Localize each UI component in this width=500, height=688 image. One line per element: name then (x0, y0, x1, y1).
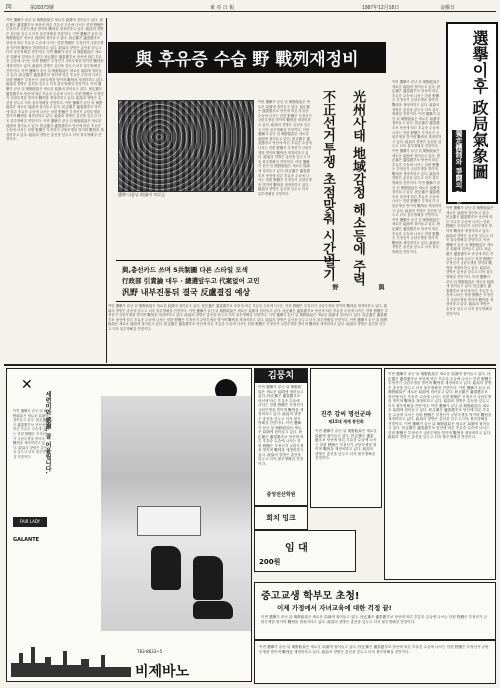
classified-ads (384, 368, 496, 580)
crowd-photo (118, 100, 254, 192)
masthead: 東 亞 日 報 (210, 5, 235, 11)
issue-date: 1987年12月18日 (362, 5, 400, 11)
vertical-tag-ruling: 與 (377, 284, 384, 290)
far-right-body-column: 이번 選擧가 끝난 뒤 與野政局은 새로운 局面에 접어들고 있다. 民正黨은 盧泰愚후보 당선에 따른 후유증 수습에 나서는 한편 野圈은 부정선거 규탄투쟁을 벌이며 戰列을 재정비하고 있다. 政局의 향방은 총선을 앞두고 더욱 불투명해질 전망이다. 이번 選擧가 끝난 뒤 與野政局은 새로운 局面에 접어들고 있다. 民正黨은 盧泰愚후보 당선에 따른 후유증 수습에 나서는 한편 野圈은 부정선거 규탄투쟁을 벌이며 戰列을 재정비하고 있다. 政局의 향방은 총선을 앞두고 더욱 불투명해질 전망이다. 이번 選擧가 끝난 뒤 與野政局은 새로운 局面에 접어들고 있다. 民正黨은 盧泰愚후보 당선에 따른 후유증 수습에 나서는 한편 野圈은 부정선거 규탄투쟁을 벌이며 戰列을 재정비하고 있다. 政局의 향방은 총선을 앞두고 더욱 불투명해질 전망이다. (446, 206, 494, 316)
academy-listing: 이번 選擧가 끝난 뒤 與野政局은 새로운 局面에 접어들고 있다. 民正黨은 盧泰愚후보 당선에 따른 후유증 수습에 나서는 한편 野圈은 부정선거 규탄투쟁을 벌이며 戰列을 재정비하고 있다. 政局의 향방은 총선을 앞두고 더욱 불투명해질 전망이다. 이번 選擧가 끝난 뒤 與野政局은 새로운 局面에 접어들고 있다. 民正黨은 盧泰愚후보 당선에 따른 후유증 수습에 나서는 한편 野圈은 부정선거 규탄투쟁을 벌이며 戰列을 재정비하고 있다. 政局의 향방은 총선을 앞두고 더욱 불투명해질 전망이다. (258, 385, 304, 466)
center-body-column: 이번 選擧가 끝난 뒤 與野政局은 새로운 局面에 접어들고 있다. 民正黨은 盧泰愚후보 당선에 따른 후유증 수습에 나서는 한편 野圈은 부정선거 규탄투쟁을 벌이며 戰列을 재정비하고 있다. 政局의 향방은 총선을 앞두고 더욱 불투명해질 전망이다. 이번 選擧가 끝난 뒤 與野政局은 새로운 局面에 접어들고 있다. 民正黨은 盧泰愚후보 당선에 따른 후유증 수습에 나서는 한편 野圈은 부정선거 규탄투쟁을 벌이며 戰列을 재정비하고 있다. 政局의 향방은 총선을 앞두고 더욱 불투명해질 전망이다. 이번 選擧가 끝난 뒤 與野政局은 새로운 局面에 접어들고 있다. 民正黨은 盧泰愚후보 당선에 따른 후유증 수습에 나서는 한편 野圈은 부정선거 규탄투쟁을 벌이며 戰列을 재정비하고 있다. 政局의 향방은 총선을 앞두고 더욱 불투명해질 전망이다. (258, 100, 312, 196)
vertical-head-gwangju: 光州사태 地域감정 해소등에 주력 (350, 90, 365, 286)
clan-notice (310, 368, 382, 508)
subheadline-box (116, 260, 340, 302)
right-sub-headline: 獨走體制와 爭鬪의 對立 (452, 130, 466, 192)
right-body-column: 이번 選擧가 끝난 뒤 與野政局은 새로운 局面에 접어들고 있다. 民正黨은 盧泰愚후보 당선에 따른 후유증 수습에 나서는 한편 野圈은 부정선거 규탄투쟁을 벌이며 戰列을 재정비하고 있다. 政局의 향방은 총선을 앞두고 더욱 불투명해질 전망이다. 이번 選擧가 끝난 뒤 與野政局은 새로운 局面에 접어들고 있다. 民正黨은 盧泰愚후보 당선에 따른 후유증 수습에 나서는 한편 野圈은 부정선거 규탄투쟁을 벌이며 戰列을 재정비하고 있다. 政局의 향방은 총선을 앞두고 더욱 불투명해질 전망이다. 이번 選擧가 끝난 뒤 與野政局은 새로운 局面에 접어들고 있다. 民正黨은 盧泰愚후보 당선에 따른 후유증 수습에 나서는 한편 野圈은 부정선거 규탄투쟁을 벌이며 戰列을 재정비하고 있다. 政局의 향방은 총선을 앞두고 더욱 불투명해질 전망이다. 이번 選擧가 끝난 뒤 與野政局은 새로운 局面에 접어들고 있다. 民正黨은 盧泰愚후보 당선에 따른 후유증 수습에 나서는 한편 野圈은 부정선거 규탄투쟁을 벌이며 戰列을 재정비하고 있다. 政局의 향방은 총선을 앞두고 더욱 불투명해질 전망이다. 이번 選擧가 끝난 뒤 與野政局은 새로운 局面에 접어들고 있다. 民正黨은 盧泰愚후보 당선에 따른 후유증 수습에 나서는 한편 野圈은 부정선거 규탄투쟁을 벌이며 戰列을 재정비하고 있다. 政局의 향방은 총선을 앞두고 더욱 불투명해질 전망이다. (392, 80, 442, 254)
page-number: [5] (6, 4, 12, 10)
clan-listing: 이번 選擧가 끝난 뒤 與野政局은 새로운 局面에 접어들고 있다. 民正黨은 盧泰愚후보 당선에 따른 후유증 수습에 나서는 한편 野圈은 부정선거 규탄투쟁을 벌이며 戰列을 재정비하고 있다. 政局의 향방은 총선을 앞두고 더욱 불투명해질 전망이다. (315, 429, 377, 460)
photo-caption: 選擧 다음날 街頭의 市民들 (118, 192, 166, 197)
weekday: 金曜日 (440, 5, 456, 11)
ribbon-icon: ✕ (21, 377, 33, 393)
tutor-title: 중고교생 학부모 초청! (261, 591, 360, 602)
fashion-copy: 이번 選擧가 끝난 뒤 與野政局은 새로운 局面에 접어들고 있다. 民正黨은 盧泰愚후보 당선에 따른 후유증 수습에 나서는 한편 野圈은 부정선거 규탄투쟁을 벌이며 戰列을 재정비하고 있다. 政局의 향방은 총선을 앞두고 더욱 불투명해질 전망이다. (13, 409, 49, 459)
vertical-head-fraud: 不正선거투쟁 초점맞춰 시간벌기 (320, 90, 335, 282)
lease-price: 200원 (259, 558, 281, 566)
subhead-3: 汎野 내부진통뒤 결국 反盧결집 예상 (122, 288, 251, 297)
clan-subtitle: 제15대 세계 종친회 (328, 419, 364, 424)
fish-title: 회치 밍크 (266, 514, 296, 522)
fashion-ad (6, 368, 252, 682)
jobs-ad (254, 640, 496, 684)
city-skyline-icon (11, 639, 131, 677)
vertical-tag-opposition: 野 (331, 284, 338, 290)
lease-title: 임 대 (285, 543, 308, 554)
right-boot (193, 556, 223, 600)
handbag (137, 506, 201, 536)
subhead-1: 與,총선카드 쓰며 5共制圖 다른 스타일 모색 (122, 266, 248, 274)
lease-ad (254, 530, 356, 572)
banner-headline: 與 후유증 수습 野 戰列재정비 (108, 42, 386, 73)
vigevano-logo: 비제바노 (135, 664, 190, 680)
academy-subtitle: 중앙전산학원 (266, 492, 296, 498)
tutor-subtitle: 이제 가정에서 자녀교육에 대한 걱정 끝! (277, 604, 392, 612)
jobs-listing: 이번 選擧가 끝난 뒤 與野政局은 새로운 局面에 접어들고 있다. 民正黨은 盧泰愚후보 당선에 따른 후유증 수습에 나서는 한편 野圈은 부정선거 규탄투쟁을 벌이며 戰列을 재정비하고 있다. 政局의 향방은 총선을 앞두고 더욱 불투명해질 전망이다. (259, 645, 489, 654)
right-main-headline: 選擧이후 政局氣象圖 (470, 30, 489, 180)
folio-rule (4, 11, 496, 12)
column-rule (106, 18, 107, 363)
academy-ad (254, 368, 308, 506)
left-boot (151, 546, 181, 590)
left-body-column: 이번 選擧가 끝난 뒤 與野政局은 새로운 局面에 접어들고 있다. 民正黨은 盧泰愚후보 당선에 따른 후유증 수습에 나서는 한편 野圈은 부정선거 규탄투쟁을 벌이며 戰列을 재정비하고 있다. 政局의 향방은 총선을 앞두고 더욱 불투명해질 전망이다. 이번 選擧가 끝난 뒤 與野政局은 새로운 局面에 접어들고 있다. 民正黨은 盧泰愚후보 당선에 따른 후유증 수습에 나서는 한편 野圈은 부정선거 규탄투쟁을 벌이며 戰列을 재정비하고 있다. 政局의 향방은 총선을 앞두고 더욱 불투명해질 전망이다. 이번 選擧가 끝난 뒤 與野政局은 새로운 局面에 접어들고 있다. 民正黨은 盧泰愚후보 당선에 따른 후유증 수습에 나서는 한편 野圈은 부정선거 규탄투쟁을 벌이며 戰列을 재정비하고 있다. 政局의 향방은 총선을 앞두고 더욱 불투명해질 전망이다. 이번 選擧가 끝난 뒤 與野政局은 새로운 局面에 접어들고 있다. 民正黨은 盧泰愚후보 당선에 따른 후유증 수습에 나서는 한편 野圈은 부정선거 규탄투쟁을 벌이며 戰列을 재정비하고 있다. 政局의 향방은 총선을 앞두고 더욱 불투명해질 전망이다. 이번 選擧가 끝난 뒤 與野政局은 새로운 局面에 접어들고 있다. 民正黨은 盧泰愚후보 당선에 따른 후유증 수습에 나서는 한편 野圈은 부정선거 규탄투쟁을 벌이며 戰列을 재정비하고 있다. 政局의 향방은 총선을 앞두고 더욱 불투명해질 전망이다. 이번 選擧가 끝난 뒤 與野政局은 새로운 局面에 접어들고 있다. 民正黨은 盧泰愚후보 당선에 따른 후유증 수습에 나서는 한편 野圈은 부정선거 규탄투쟁을 벌이며 戰列을 재정비하고 있다. 政局의 향방은 총선을 앞두고 더욱 불투명해질 전망이다. 이번 選擧가 끝난 뒤 與野政局은 새로운 局面에 접어들고 있다. 民正黨은 盧泰愚후보 당선에 따른 후유증 수습에 나서는 한편 野圈은 부정선거 규탄투쟁을 벌이며 戰列을 재정비하고 있다. 政局의 향방은 총선을 앞두고 더욱 불투명해질 전망이다. (6, 18, 104, 142)
galante-logo: GALANTE (13, 537, 40, 543)
tutor-ad (254, 582, 496, 640)
clan-title: 진주 강씨 명선군파 (320, 411, 372, 418)
academy-title: 김뭉치 (255, 369, 307, 383)
fish-ad (254, 506, 308, 530)
ad-section-rule (4, 364, 496, 366)
fashion-tagline: 세련미와 感謝, 잘 어울립니다. (44, 391, 51, 474)
shoe-sample (193, 601, 233, 619)
model-photo (101, 396, 252, 631)
subhead-2: 行政部 引責論 대두 · 總選앞두고 代案없어 고민 (122, 277, 260, 285)
fashion-phone: 783-8633~5 (137, 649, 163, 654)
classified-listing: 이번 選擧가 끝난 뒤 與野政局은 새로운 局面에 접어들고 있다. 民正黨은 盧泰愚후보 당선에 따른 후유증 수습에 나서는 한편 野圈은 부정선거 규탄투쟁을 벌이며 戰列을 재정비하고 있다. 政局의 향방은 총선을 앞두고 더욱 불투명해질 전망이다. 이번 選擧가 끝난 뒤 與野政局은 새로운 局面에 접어들고 있다. 民正黨은 盧泰愚후보 당선에 따른 후유증 수습에 나서는 한편 野圈은 부정선거 규탄투쟁을 벌이며 戰列을 재정비하고 있다. 政局의 향방은 총선을 앞두고 더욱 불투명해질 전망이다. 이번 選擧가 끝난 뒤 與野政局은 새로운 局面에 접어들고 있다. 民正黨은 盧泰愚후보 당선에 따른 후유증 수습에 나서는 한편 野圈은 부정선거 규탄투쟁을 벌이며 戰列을 재정비하고 있다. 政局의 향방은 총선을 앞두고 더욱 불투명해질 전망이다. 이번 選擧가 끝난 뒤 與野政局은 새로운 局面에 접어들고 있다. 民正黨은 盧泰愚후보 당선에 따른 후유증 수습에 나서는 한편 野圈은 부정선거 규탄투쟁을 벌이며 戰列을 재정비하고 있다. 政局의 향방은 총선을 앞두고 더욱 불투명해질 전망이다. (388, 372, 492, 439)
tutor-details: 이번 選擧가 끝난 뒤 與野政局은 새로운 局面에 접어들고 있다. 民正黨은 盧泰愚후보 당선에 따른 후유증 수습에 나서는 한편 野圈은 부정선거 규탄투쟁을 벌이며 戰列을 재정비하고 있다. 政局의 향방은 총선을 앞두고 더욱 불투명해질 전망이다. (261, 615, 488, 624)
fair-lady-logo: FAIR LADY (13, 517, 47, 527)
lower-body-text: 이번 選擧가 끝난 뒤 與野政局은 새로운 局面에 접어들고 있다. 民正黨은 盧泰愚후보 당선에 따른 후유증 수습에 나서는 한편 野圈은 부정선거 규탄투쟁을 벌이며 戰列을 재정비하고 있다. 政局의 향방은 총선을 앞두고 더욱 불투명해질 전망이다. 이번 選擧가 끝난 뒤 與野政局은 새로운 局面에 접어들고 있다. 民正黨은 盧泰愚후보 당선에 따른 후유증 수습에 나서는 한편 野圈은 부정선거 규탄투쟁을 벌이며 戰列을 재정비하고 있다. 政局의 향방은 총선을 앞두고 더욱 불투명해질 전망이다. 이번 選擧가 끝난 뒤 與野政局은 새로운 局面에 접어들고 있다. 民正黨은 盧泰愚후보 당선에 따른 후유증 수습에 나서는 한편 野圈은 부정선거 규탄투쟁을 벌이며 戰列을 재정비하고 있다. 政局의 향방은 총선을 앞두고 더욱 불투명해질 전망이다. 이번 選擧가 끝난 뒤 與野政局은 새로운 局面에 접어들고 있다. 民正黨은 盧泰愚후보 당선에 따른 후유증 수습에 나서는 한편 野圈은 부정선거 규탄투쟁을 벌이며 戰列을 재정비하고 있다. 政局의 향방은 총선을 앞두고 더욱 불투명해질 전망이다. (108, 304, 388, 331)
issue-number: 第20373號 (30, 5, 54, 11)
